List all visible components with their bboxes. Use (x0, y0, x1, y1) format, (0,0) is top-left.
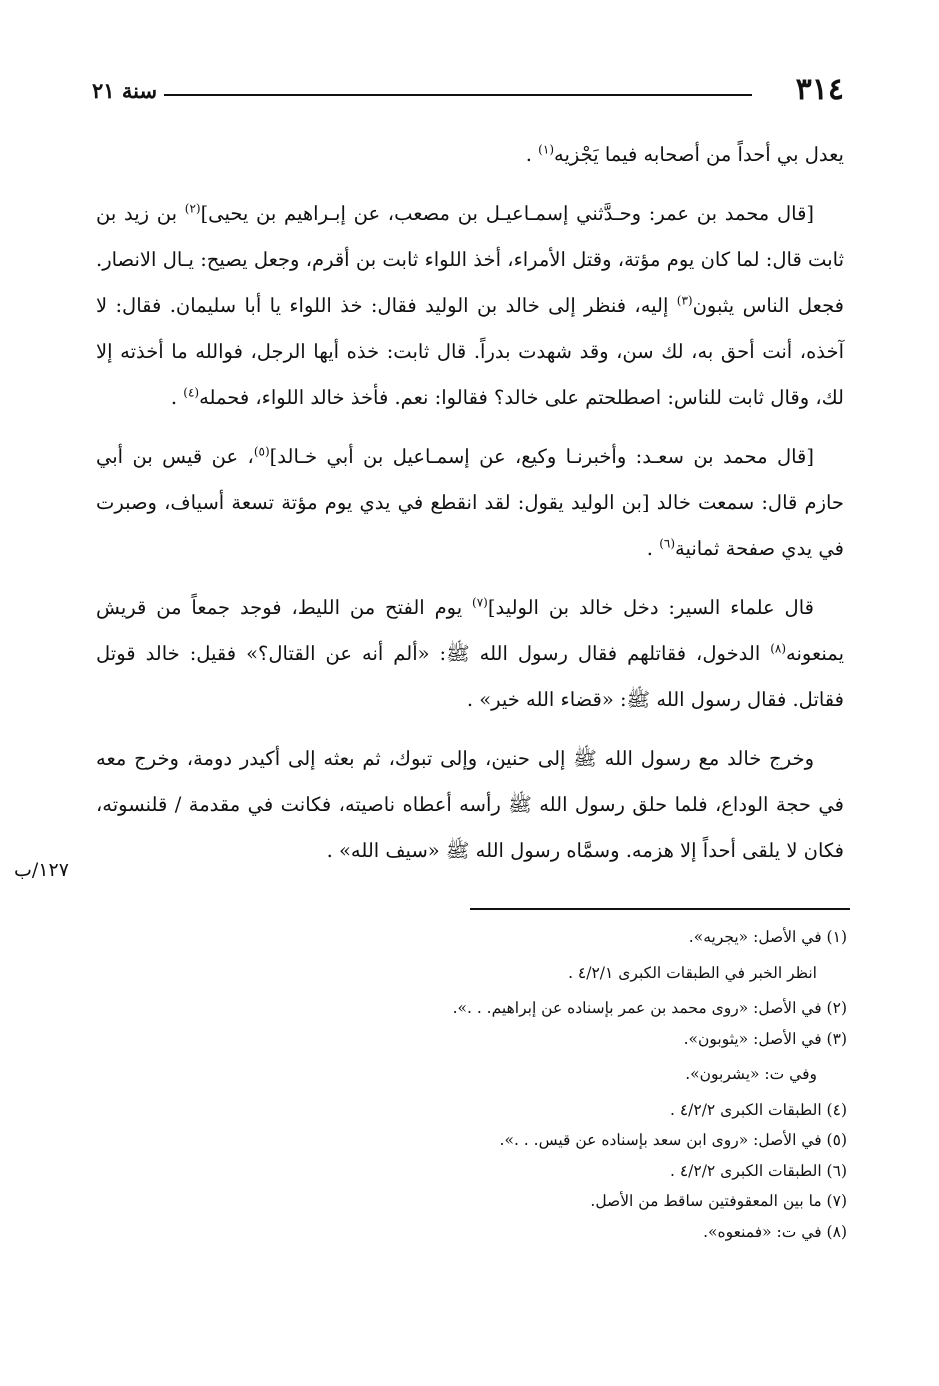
paragraph-2-text-a: [قال محمد بن عمر: وحـدَّثني إسمـاعيـل بن مصعب، عن إبـراهيم بن يحيى] (200, 202, 814, 225)
paragraph-5: وخرج خالد مع رسول الله ﷺ إلى حنين، وإلى تبوك، ثم بعثه إلى أكيدر دومة، وخرج معه في حجة الوداع، فلما حلق رسول الله ﷺ رأسه أعطاه ناصيته، فكانت في مقدمة / قلنسوته، فكان لا يلقى أحداً إلا هزمه. وسمَّاه رسول الله ﷺ «سيف الله» . (96, 747, 844, 862)
paragraph-1 (96, 132, 844, 178)
paragraph-4 (96, 585, 844, 723)
footnote-3-continuation: وفي ت: «يشربون». (685, 1065, 817, 1083)
paragraph-3-end: . (646, 537, 660, 560)
paragraph-3-text-a: [قال محمد بن سعـد: وأخبرنـا وكيع، عن إسمـاعيل بن أبي خـالد] (269, 445, 814, 468)
paragraph-3-text-b: ، عن قيس بن أبي حازم قال: سمعت خالد [بن الوليد يقول: لقد انقطع في يدي يوم مؤتة تسعة أسياف، وصبرت في يدي صفحة ثمانية (96, 445, 844, 560)
footnote-ref-8: (٨) (770, 641, 787, 656)
footnote-ref-6: (٦) (659, 536, 676, 551)
footnote-1: (١) في الأصل: «يجريه». (688, 928, 847, 946)
footnote-3: (٣) في الأصل: «يثوبون». (683, 1029, 847, 1048)
footnote-8: (٨) في ت: «فمنعوه». (703, 1222, 847, 1241)
paragraph-2 (96, 191, 844, 421)
margin-folio-note: ١٢٧/ب (14, 859, 69, 881)
paragraph-3 (96, 434, 844, 572)
paragraph-2-text-c: إليه، فنظر إلى خالد بن الوليد فقال: خذ اللواء يا أبا سليمان. فقال: لا آخذه، أنت أحق به، لك سن، وقد شهدت بدراً. قال ثابت: خذه أيها الرجل، فوالله ما أخذته إلا لك، وقال ثابت للناس: اصطلحتم على خالد؟ فقالوا: نعم. فأخذ خالد اللواء، فحمله (96, 294, 844, 409)
footnote-2: (٢) في الأصل: «روى محمد بن عمر بإسناده عن إبراهيم. . .». (452, 999, 847, 1017)
footnote-7: (٧) ما بين المعقوفتين ساقط من الأصل. (590, 1192, 847, 1210)
paragraph-2-end: . (170, 386, 184, 409)
footnote-ref-1: (١) (538, 142, 554, 157)
footnote-1-continuation: انظر الخبر في الطبقات الكبرى ٤/٢/١ . (568, 963, 817, 982)
paragraph-4-text-c: الدخول، فقاتلهم فقال رسول الله ﷺ: «ألم أنه عن القتال؟» فقيل: خالد قوتل فقاتل. فقال رسول الله ﷺ: «قضاء الله خير» . (96, 642, 844, 711)
footnote-separator (470, 908, 850, 910)
footnote-ref-4: (٤) (183, 385, 200, 400)
footnote-4: (٤) الطبقات الكبرى ٤/٢/٢ . (669, 1100, 847, 1119)
footnote-ref-3: (٣) (676, 293, 693, 308)
footnote-ref-5: (٥) (253, 444, 270, 459)
paragraph-4-text-b: يوم الفتح من الليط، فوجد جمعاً من قريش يمنعونه (96, 596, 844, 665)
footnotes (287, 922, 847, 1247)
page-header (92, 70, 844, 114)
footnote-ref-2: (٢) (184, 201, 201, 216)
paragraph-1-text: يعدل بي أحداً من أصحابه فيما يَجْزيه (554, 143, 844, 166)
page-number: ٣١٤ (795, 72, 844, 107)
paragraph-2-text-b: بن زيد بن ثابت قال: لما كان يوم مؤتة، وقتل الأمراء، أخذ اللواء ثابت بن أقرم، وجعل يصيح: يـال الانصار. فجعل الناس يثبون (96, 202, 844, 317)
paragraph-1-end: . (525, 143, 539, 166)
footnote-ref-7: (٧) (472, 595, 488, 610)
footnote-5: (٥) في الأصل: «روى ابن سعد بإسناده عن قيس. . .». (499, 1131, 847, 1149)
paragraph-4-text-a: قال علماء السير: دخل خالد بن الوليد] (487, 596, 814, 619)
year-label: سنة ٢١ (92, 78, 158, 103)
footnote-6: (٦) الطبقات الكبرى ٤/٢/٢ . (669, 1161, 847, 1180)
main-text (96, 132, 844, 887)
header-rule (164, 94, 752, 96)
